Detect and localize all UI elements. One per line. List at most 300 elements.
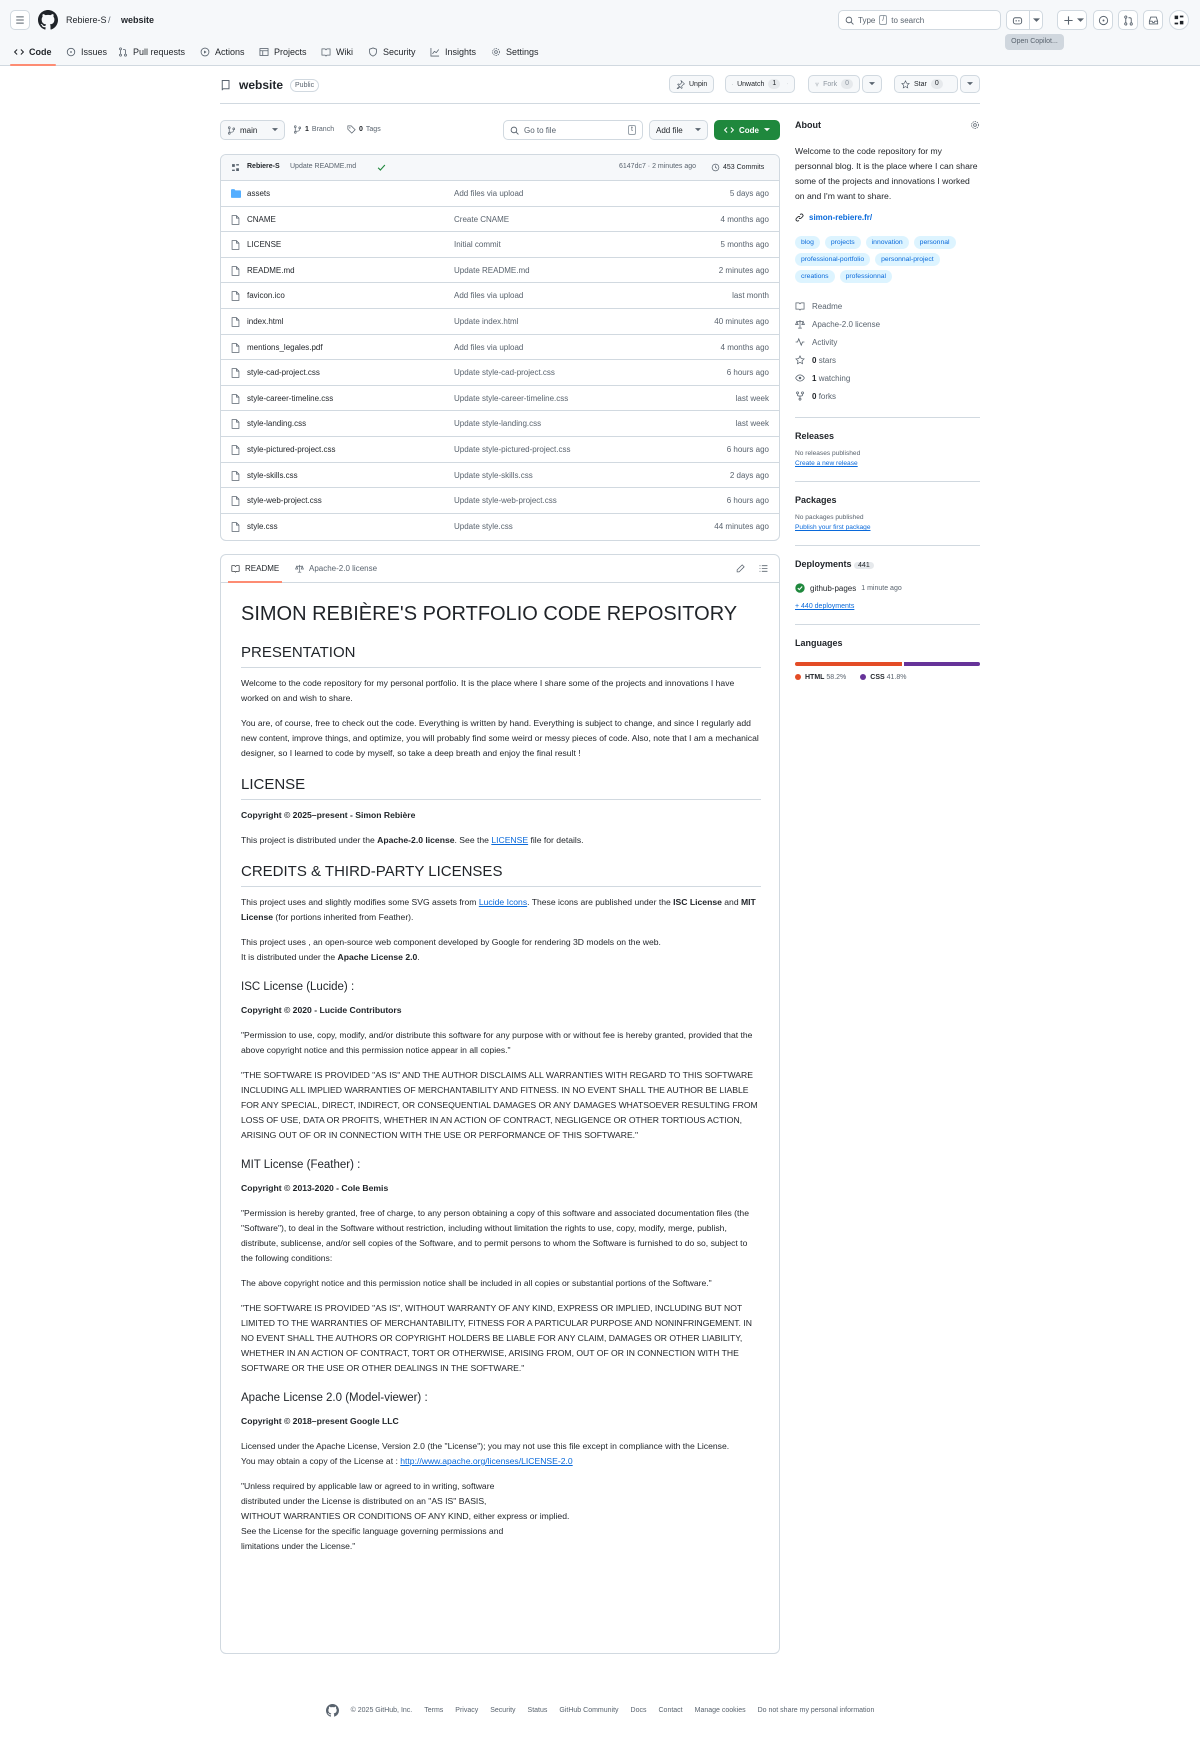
activity-label: Activity (812, 337, 838, 347)
branches-link[interactable] (293, 125, 334, 134)
book-icon (231, 564, 240, 573)
readme-label: Readme (812, 301, 843, 311)
forks-link[interactable] (795, 387, 980, 405)
chevron-down-icon (695, 128, 701, 132)
tab-label: Projects (274, 47, 307, 57)
file-table (220, 154, 780, 541)
language-bar-segment (904, 662, 981, 666)
tags-count: 0 (359, 126, 363, 133)
repo-sidebar (795, 120, 980, 681)
chevron-down-icon (787, 82, 788, 86)
go-to-file-kbd: t (628, 125, 636, 135)
tab-label: Issues (81, 47, 108, 57)
add-file-label: Add file (656, 125, 683, 135)
tags-label: Tags (365, 126, 381, 133)
more-deployments-link[interactable]: + 440 deployments (795, 603, 855, 610)
header-row (0, 0, 1200, 45)
file-icon (231, 471, 240, 481)
text-line: "Unless required by applicable law or agreed to in writing, software (241, 1481, 495, 1491)
tab-code[interactable] (14, 44, 52, 60)
file-age: 6 hours ago (726, 444, 769, 454)
file-row[interactable] (221, 283, 779, 309)
heading-credits: CREDITS & THIRD-PARTY LICENSES (241, 862, 761, 887)
stars-label: stars (818, 355, 837, 365)
book-icon (321, 47, 331, 57)
releases-title[interactable]: Releases (795, 431, 835, 441)
packages-none: No packages published (795, 514, 864, 521)
file-row[interactable] (221, 207, 779, 233)
code-icon (724, 125, 734, 135)
github-logo-icon[interactable] (38, 10, 58, 30)
repo-nav (0, 40, 1200, 66)
file-name[interactable]: CNAME (247, 214, 276, 224)
search-prefix: Type (858, 15, 876, 25)
file-age: 2 days ago (729, 470, 769, 480)
forks-count: 0 (812, 391, 817, 401)
file-age: 5 days ago (729, 189, 769, 198)
add-file-button[interactable] (649, 120, 708, 140)
pull-request-icon (118, 47, 128, 57)
github-logo-icon[interactable] (326, 1704, 339, 1717)
tab-readme-label: README (245, 564, 280, 573)
commit-author[interactable]: Rebiere-S (247, 163, 280, 170)
tab-label: Settings (506, 47, 539, 57)
topic-tag[interactable]: professional-portfolio (795, 253, 870, 266)
file-name[interactable]: assets (247, 189, 271, 198)
deployments-title: Deployments (795, 559, 852, 569)
footer-link[interactable]: GitHub Community (559, 1706, 619, 1714)
create-release-link[interactable]: Create a new release (795, 460, 858, 467)
file-age: last month (732, 291, 769, 301)
license-distribution (241, 833, 761, 848)
search-input[interactable] (838, 10, 1001, 30)
readme-content (241, 593, 761, 1564)
text-line: distributed under the License is distributed on an "AS IS" BASIS, (241, 1496, 487, 1506)
check-circle-icon (795, 583, 805, 593)
tab-license[interactable] (295, 564, 377, 573)
website-url: simon-rebiere.fr/ (809, 213, 873, 222)
file-icon (231, 445, 240, 455)
topic-tag[interactable]: professionnal (840, 270, 892, 283)
chevron-down-icon (764, 128, 770, 132)
file-name[interactable]: style-cad-project.css (247, 368, 320, 378)
eye-icon (795, 373, 805, 383)
text-run: ISC License (673, 897, 722, 907)
language-item[interactable] (795, 674, 846, 681)
link-icon (795, 213, 804, 222)
commit-message[interactable]: Update README.md (290, 163, 357, 170)
notifications-button[interactable] (1143, 10, 1163, 30)
file-name[interactable]: README.md (247, 265, 295, 275)
deployments-count: 441 (854, 562, 874, 569)
tab-insights[interactable] (430, 44, 476, 60)
text-run: file for details. (528, 835, 584, 845)
language-percent: 58.2% (826, 674, 847, 681)
copilot-icon (1012, 15, 1023, 26)
heading-apache: Apache License 2.0 (Model-viewer) : (241, 1392, 428, 1404)
pulse-icon (795, 337, 805, 347)
tab-license-label: Apache-2.0 license (309, 564, 378, 573)
heading-license: LICENSE (241, 775, 761, 800)
chevron-down-icon (1077, 18, 1084, 23)
license-file-link[interactable]: LICENSE (491, 835, 529, 845)
star-menu-button[interactable] (960, 75, 980, 93)
breadcrumb-owner[interactable]: Rebiere-S (66, 15, 107, 25)
code-button-label: Code (739, 125, 759, 135)
file-row[interactable] (221, 463, 779, 489)
file-row[interactable] (221, 411, 779, 437)
star-label: Star (914, 80, 927, 88)
graph-icon (430, 47, 440, 57)
text-run: This project uses and slightly modifies some SVG assets from (241, 897, 479, 907)
footer-link[interactable]: Security (490, 1706, 516, 1714)
text-run: MIT License (241, 897, 756, 922)
avatar-icon (230, 162, 241, 173)
copilot-tooltip: Open Copilot... (1005, 34, 1064, 50)
file-name[interactable]: style.css (247, 521, 278, 531)
file-commit-message[interactable]: Create CNAME (454, 214, 510, 224)
footer-link[interactable]: Do not share my personal information (757, 1706, 875, 1714)
footer-link[interactable]: Docs (630, 1706, 647, 1714)
file-age: 44 minutes ago (714, 521, 769, 531)
branches-label: Branch (311, 126, 335, 133)
license-label: Apache-2.0 license (812, 319, 881, 329)
languages-title: Languages (795, 638, 843, 648)
file-icon (231, 215, 240, 225)
file-commit-message[interactable]: Initial commit (454, 240, 501, 250)
file-icon (231, 522, 240, 532)
latest-commit-row (221, 155, 779, 181)
text-run: Apache-2.0 license (377, 835, 455, 845)
file-icon (231, 394, 240, 404)
fork-button[interactable] (808, 75, 860, 93)
file-row[interactable] (221, 488, 779, 514)
text-run: This project is distributed under the (241, 835, 378, 845)
file-commit-message[interactable]: Update README.md (454, 265, 530, 275)
hamburger-icon (15, 15, 25, 25)
mit-copyright-text: Copyright © 2013-2020 - Cole Bemis (241, 1183, 389, 1193)
isc-paragraph-1: "Permission to use, copy, modify, and/or distribute this software for any purpose with or without fee is hereby granted, provided that the above copyright notice and this permission notice appear in all copies." (241, 1030, 753, 1055)
topics-list (795, 236, 980, 283)
footer-link[interactable]: Terms (424, 1706, 444, 1714)
topic-tag[interactable]: personnal-project (875, 253, 940, 266)
fork-icon (795, 391, 805, 401)
branch-select[interactable] (220, 120, 285, 140)
file-name[interactable]: LICENSE (247, 240, 282, 250)
tab-pull-requests[interactable] (118, 44, 185, 60)
language-item[interactable] (860, 674, 906, 681)
tags-link[interactable] (347, 125, 381, 134)
file-commit-message[interactable]: Update style-cad-project.css (454, 368, 555, 378)
text-run: . See the (454, 835, 492, 845)
file-age: 4 months ago (720, 214, 769, 224)
mit-paragraph-3: "THE SOFTWARE IS PROVIDED "AS IS", WITHOUT WARRANTY OF ANY KIND, EXPRESS OR IMPLIED, INCLUDING BUT NOT LIMITED TO THE WARRANTIES OF MERCHANTABILITY, FITNESS FOR A PARTICULAR PURPOSE AND NONINFRINGEMENT. IN NO EVENT SHALL THE AUTHORS OR COPYRIGHT HOLDERS BE LIABLE FOR ANY CLAIM, DAMAGES OR OTHER LIABILITY, WHETHER IN AN ACTION OF CONTRACT, TORT OR OTHERWISE, ARISING FROM, OUT OF OR IN CONNECTION WITH THE SOFTWARE OR THE USE OR OTHER DEALINGS IN THE SOFTWARE." (241, 1303, 752, 1373)
file-row[interactable] (221, 232, 779, 258)
inbox-icon (1148, 15, 1159, 26)
text-run: (for portions inherited from Feather). (273, 912, 414, 922)
chevron-down-icon[interactable] (1033, 18, 1040, 23)
file-commit-message[interactable]: Update style-pictured-project.css (454, 444, 571, 454)
apache-paragraph-1 (241, 1439, 761, 1469)
packages-title[interactable]: Packages (795, 495, 837, 505)
book-icon (795, 301, 805, 311)
readme-panel (220, 554, 780, 1654)
law-icon (795, 319, 805, 329)
file-row[interactable] (221, 386, 779, 412)
file-commit-message[interactable]: Update style-web-project.css (454, 496, 557, 506)
file-icon (231, 419, 240, 429)
your-pull-requests-button[interactable] (1118, 10, 1138, 30)
credits-paragraph (241, 895, 761, 925)
text-run: . These icons are published under the (527, 897, 674, 907)
file-commit-message[interactable]: Add files via upload (454, 189, 524, 198)
pencil-icon[interactable] (736, 564, 745, 573)
file-age: last week (735, 419, 769, 429)
unpin-button[interactable] (669, 75, 714, 93)
file-row[interactable] (221, 309, 779, 335)
go-to-file-input[interactable] (503, 120, 643, 140)
create-new-button[interactable] (1057, 10, 1087, 30)
presentation-paragraph-1: Welcome to the code repository for my personal portfolio. It is the place where I share some of the projects and innovations I have worked on and wish to share. (241, 678, 735, 703)
website-link[interactable] (795, 213, 980, 222)
license-copyright (241, 808, 761, 823)
file-name[interactable]: style-skills.css (247, 470, 298, 480)
code-button[interactable] (714, 120, 780, 140)
topic-tag[interactable]: blog (795, 236, 820, 249)
copilot-button[interactable] (1006, 10, 1043, 30)
gear-icon[interactable] (970, 120, 980, 130)
footer-link[interactable]: Contact (658, 1706, 683, 1714)
lucide-icons-link[interactable]: Lucide Icons (478, 897, 528, 907)
tab-wiki[interactable] (321, 44, 353, 60)
tab-actions[interactable] (200, 44, 245, 60)
file-age: 6 hours ago (726, 368, 769, 378)
file-age: 5 months ago (720, 240, 769, 250)
watching-count: 1 (812, 373, 817, 383)
tab-label: Pull requests (133, 47, 186, 57)
model-viewer-paragraph (241, 935, 761, 965)
star-button[interactable] (894, 75, 958, 93)
pin-icon (676, 80, 685, 89)
tab-label: Wiki (336, 47, 353, 57)
topic-tag[interactable]: personnal (914, 236, 956, 249)
commits-link[interactable] (711, 163, 764, 172)
repo-title (220, 78, 319, 92)
file-age: 2 minutes ago (718, 265, 769, 275)
languages-bar (795, 662, 980, 666)
readme-link[interactable] (795, 297, 980, 315)
file-commit-message[interactable]: Add files via upload (454, 342, 524, 352)
mit-paragraph-1: "Permission is hereby granted, free of charge, to any person obtaining a copy of this software and associated documentation files (the "Software"), to deal in the Software without restriction, including without limitation the rights to use, copy, modify, merge, publish, distribute, sublicense, and/or sell copies of the Software, and to permit persons to whom the Software is furnished to do so, subject to the following conditions: (241, 1208, 749, 1263)
deployment-item[interactable] (795, 583, 980, 593)
file-name[interactable]: mentions_legales.pdf (247, 342, 323, 352)
deployments-header[interactable] (795, 559, 980, 571)
unwatch-button[interactable] (725, 75, 795, 93)
tab-label: Code (29, 47, 52, 57)
language-name: CSS (870, 674, 885, 681)
file-name[interactable]: style-pictured-project.css (247, 444, 336, 454)
visibility-badge: Public (290, 79, 319, 92)
plus-icon (1063, 15, 1074, 26)
language-percent: 41.8% (886, 674, 907, 681)
branches-count: 1 (305, 126, 309, 133)
avatar-icon (1172, 13, 1186, 27)
file-row[interactable] (221, 514, 779, 540)
stars-count: 0 (812, 355, 817, 365)
apache-copyright-text: Copyright © 2018–present Google LLC (241, 1416, 399, 1426)
branch-icon (293, 125, 302, 134)
tab-label: Actions (215, 47, 245, 57)
readme-header (221, 555, 779, 583)
footer-link[interactable]: Manage cookies (694, 1706, 746, 1714)
text-run: Apache License 2.0 (337, 952, 418, 962)
text-run: It is distributed under the (241, 952, 338, 962)
repo-header (220, 72, 980, 104)
file-name[interactable]: favicon.ico (247, 291, 285, 301)
shield-icon (368, 47, 378, 57)
languages-legend (795, 674, 980, 681)
topic-tag[interactable]: creations (795, 270, 835, 283)
file-name[interactable]: style-landing.css (247, 419, 307, 429)
repo-name[interactable]: website (239, 78, 284, 92)
commits-count: 453 Commits (723, 164, 765, 171)
about-description: Welcome to the code repository for my personnal blog. It is the place where I can share some of the projects and innovations I worked on and I'm want to share. (795, 146, 978, 201)
text-line: WITHOUT WARRANTIES OR CONDITIONS OF ANY KIND, either express or implied. (241, 1511, 570, 1521)
deployment-name: github-pages (810, 583, 857, 593)
watching-link[interactable] (795, 369, 980, 387)
branch-name: main (240, 125, 258, 135)
list-icon[interactable] (759, 564, 768, 573)
breadcrumb-separator: / (108, 15, 111, 25)
footer-copyright: © 2025 GitHub, Inc. (350, 1706, 413, 1714)
language-name: HTML (805, 674, 825, 681)
tag-icon (347, 125, 356, 134)
file-name[interactable]: index.html (247, 316, 284, 326)
heading-isc: ISC License (Lucide) : (241, 981, 355, 993)
tab-readme[interactable] (231, 564, 279, 573)
presentation-paragraph-2: You are, of course, free to check out the code. Everything is written by hand. Everything is subject to change, and since I regularly add new content, improve things, and optimize, you will probably find some weird or messy pieces of code. Also, note that I am a mechanical designer, so I learned to code by myself, so take a deep breath and enjoy the final result ! (241, 718, 759, 758)
tab-label: Security (383, 47, 416, 57)
pull-request-icon (1123, 15, 1134, 26)
apache-paragraph-2 (241, 1479, 761, 1554)
file-commit-message[interactable]: Update style-career-timeline.css (454, 393, 569, 403)
packages-section (795, 481, 980, 533)
apache-license-link[interactable]: http://www.apache.org/licenses/LICENSE-2.0 (400, 1456, 573, 1466)
language-dot (860, 674, 866, 680)
footer-link[interactable]: Privacy (455, 1706, 479, 1714)
file-icon (231, 266, 240, 276)
publish-package-link[interactable]: Publish your first package (795, 524, 871, 531)
eye-icon (732, 80, 733, 89)
footer-links (424, 1707, 874, 1714)
releases-none: No releases published (795, 450, 861, 457)
commit-sha-time[interactable]: 6147dc7 · 2 minutes ago (619, 163, 697, 170)
license-link[interactable] (795, 315, 980, 333)
readme-title: SIMON REBIÈRE'S PORTFOLIO CODE REPOSITORY (241, 603, 738, 625)
topic-tag[interactable]: projects (825, 236, 861, 249)
file-row[interactable] (221, 335, 779, 361)
footer-link[interactable]: Status (527, 1706, 548, 1714)
menu-button[interactable] (10, 10, 30, 30)
mit-copyright (241, 1181, 761, 1196)
check-icon[interactable] (377, 163, 386, 172)
history-icon (711, 163, 720, 172)
chevron-down-icon (967, 82, 973, 86)
your-issues-button[interactable] (1093, 10, 1113, 30)
tab-security[interactable] (368, 44, 416, 60)
about-section (795, 120, 980, 405)
unwatch-label: Unwatch (737, 80, 765, 88)
issue-icon (1098, 15, 1109, 26)
file-row[interactable] (221, 181, 779, 207)
site-footer (0, 1700, 1200, 1720)
table-icon (259, 47, 269, 57)
file-commit-message[interactable]: Add files via upload (454, 291, 524, 301)
search-icon (510, 126, 519, 135)
chevron-down-icon (869, 82, 875, 86)
file-row[interactable] (221, 258, 779, 284)
file-name[interactable]: style-career-timeline.css (247, 393, 334, 403)
tab-issues[interactable] (66, 44, 107, 60)
branch-icon (227, 126, 236, 135)
fork-icon (815, 80, 819, 89)
topic-tag[interactable]: innovation (866, 236, 909, 249)
file-age: last week (735, 393, 769, 403)
search-kbd: / (879, 15, 887, 25)
file-age: 6 hours ago (726, 496, 769, 506)
heading-mit: MIT License (Feather) : (241, 1159, 361, 1171)
chevron-down-icon (272, 128, 278, 132)
file-commit-message[interactable]: Update style-skills.css (454, 470, 533, 480)
breadcrumb-repo[interactable]: website (121, 15, 155, 25)
law-icon (295, 564, 304, 573)
watch-count: 1 (768, 79, 780, 89)
file-name[interactable]: style-web-project.css (247, 496, 322, 506)
stars-link[interactable] (795, 351, 980, 369)
go-to-file-placeholder: Go to file (524, 125, 557, 135)
copilot-divider (1029, 11, 1030, 29)
language-dot (795, 674, 801, 680)
file-commit-message[interactable]: Update index.html (454, 316, 519, 326)
isc-copyright (241, 1003, 761, 1018)
code-icon (14, 47, 24, 57)
mit-paragraph-2: The above copyright notice and this permission notice shall be included in all copies or substantial portions of the Software." (241, 1278, 712, 1288)
search-suffix: to search (891, 15, 925, 25)
fork-count: 0 (841, 79, 853, 89)
file-row[interactable] (221, 360, 779, 386)
text-run: . (417, 952, 420, 962)
activity-link[interactable] (795, 333, 980, 351)
text-run: This project uses , an open-source web component developed by Google for rendering 3D models on the web. (241, 937, 661, 947)
file-commit-message[interactable]: Update style.css (454, 521, 513, 531)
user-avatar[interactable] (1169, 10, 1189, 30)
tab-projects[interactable] (259, 44, 307, 60)
file-commit-message[interactable]: Update style-landing.css (454, 419, 542, 429)
file-row[interactable] (221, 437, 779, 463)
isc-paragraph-2: "THE SOFTWARE IS PROVIDED "AS IS" AND THE AUTHOR DISCLAIMS ALL WARRANTIES WITH REGARD TO THIS SOFTWARE INCLUDING ALL IMPLIED WARRANTIES OF MERCHANTABILITY AND FITNESS. IN NO EVENT SHALL THE AUTHOR BE LIABLE FOR ANY SPECIAL, DIRECT, INDIRECT, OR CONSEQUENTIAL DAMAGES OR ANY DAMAGES WHATSOEVER RESULTING FROM LOSS OF USE, DATA OR PROFITS, WHETHER IN AN ACTION OF CONTRACT, NEGLIGENCE OR OTHER TORTIOUS ACTION, ARISING OUT OF OR IN CONNECTION WITH THE USE OR PERFORMANCE OF THIS SOFTWARE." (241, 1070, 758, 1140)
deployment-time: 1 minute ago (861, 584, 902, 592)
file-icon (231, 496, 240, 506)
file-age: 40 minutes ago (714, 316, 769, 326)
file-icon (231, 240, 240, 250)
fork-menu-button[interactable] (862, 75, 882, 93)
file-icon (231, 291, 240, 301)
text-run: and (721, 897, 741, 907)
tab-settings[interactable] (491, 44, 539, 60)
heading-presentation: PRESENTATION (241, 643, 761, 668)
text-line: See the License for the specific language governing permissions and (241, 1526, 504, 1536)
star-icon (795, 355, 805, 365)
